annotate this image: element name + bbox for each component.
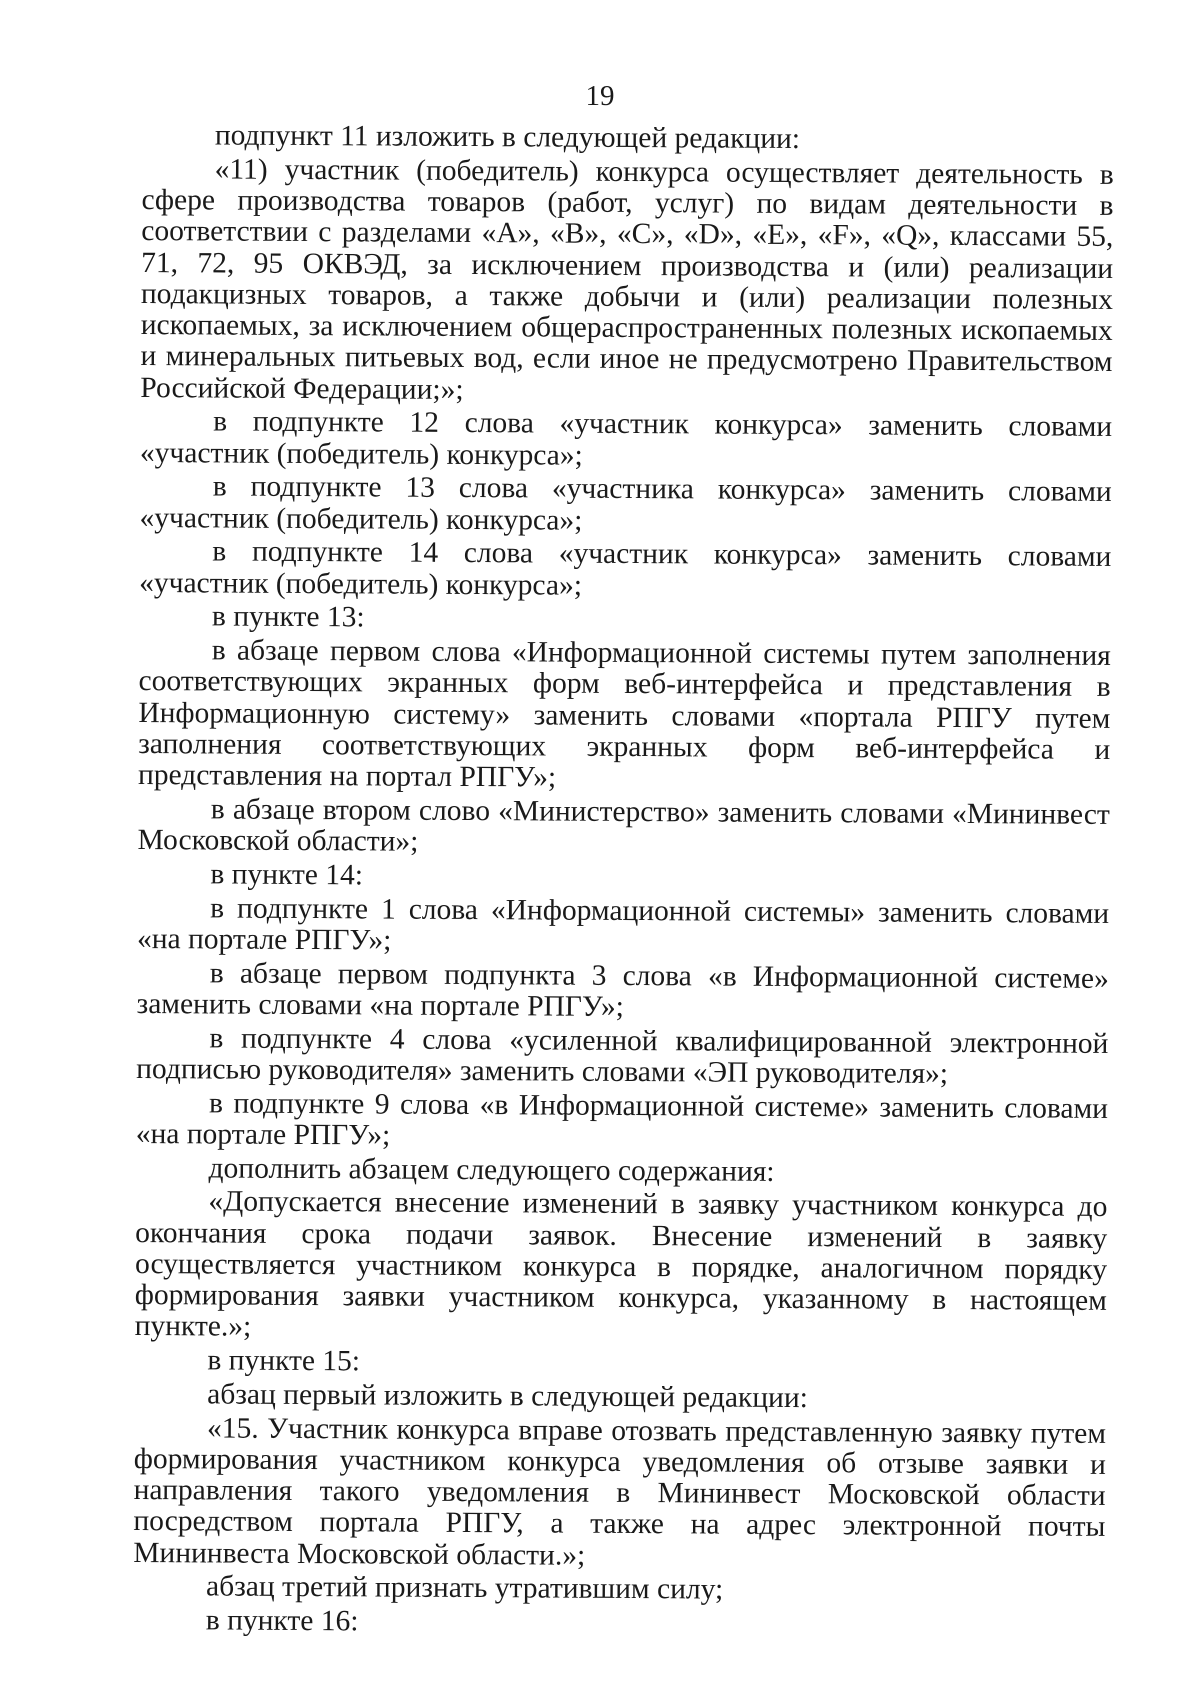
- paragraph: в пункте 16:: [205, 1604, 359, 1638]
- paragraph: в пункте 15:: [207, 1344, 361, 1378]
- paragraph: в подпункте 9 слова «в Информационной системе» заменить словами «на портале РПГУ»;: [135, 1087, 1109, 1152]
- paragraph: в абзаце первом подпункта 3 слова «в Информационной системе» заменить словами «на портале РПГУ»;: [136, 957, 1109, 1023]
- paragraph: абзац третий признать утратившим силу;: [205, 1570, 724, 1606]
- paragraph: абзац первый изложить в следующей редакции:: [207, 1378, 808, 1414]
- paragraph: в пункте 13:: [211, 600, 365, 634]
- paragraph: в подпункте 4 слова «усиленной квалифицированной электронной подписью руководителя» заменить словами «ЭП руководителя»;: [136, 1022, 1109, 1090]
- paragraph: дополнить абзацем следующего содержания:: [208, 1152, 775, 1188]
- paragraph: «11) участник (победитель) конкурса осуществляет деятельность в сфере производства товаров (работ, услуг) по видам деятельности в соответствии с разделами «A», «B», «C», «D», «E», «F», «Q», классами 55, 71, 72, 95 ОКВЭД, за исключением производства и (или) реализации подакцизных товаров, а также добычи и (или) реализации полезных ископаемых, за исключением общераспространенных полезных ископаемых и минеральных питьевых вод, если иное не предусмотрено Правительством Российской Федерации;»;: [140, 153, 1114, 406]
- paragraph: в абзаце втором слово «Министерство» заменить словами «Мининвест Московской области»;: [137, 793, 1110, 858]
- page-number: 19: [585, 80, 615, 112]
- paragraph: «15. Участник конкурса вправе отозвать представленную заявку путем формирования участником конкурса уведомления об отзыве заявки и направления такого уведомления в Мининвест Московской области посредством портала РПГУ, а также на адрес электронной почты Мининвеста Московской области.»;: [133, 1411, 1107, 1572]
- document-body: [133, 120, 1114, 1645]
- paragraph: подпункт 11 изложить в следующей редакции:: [214, 119, 801, 156]
- paragraph: в пункте 14:: [210, 858, 364, 892]
- paragraph: в абзаце первом слова «Информационной системы путем заполнения соответствующих экранных форм веб-интерфейса и представления в Информационную систему» заменить словами «портала РПГУ путем заполнения соответствующих экранных форм веб-интерфейса и представления на портал РПГУ»;: [137, 634, 1111, 794]
- paragraph: в подпункте 13 слова «участника конкурса» заменить словами «участник (победитель) конкурса»;: [139, 470, 1112, 537]
- paragraph: «Допускается внесение изменений в заявку участником конкурса до окончания срока подачи заявок. Внесение изменений в заявку осуществляется участником конкурса в порядке, аналогичном порядку формирования заявки участником конкурса, указанному в настоящем пункте.»;: [134, 1185, 1108, 1344]
- paragraph: в подпункте 1 слова «Информационной системы» заменить словами «на портале РПГУ»;: [136, 892, 1110, 957]
- paragraph: в подпункте 12 слова «участник конкурса» заменить словами «участник (победитель) конкурса»;: [139, 405, 1113, 472]
- paragraph: в подпункте 14 слова «участник конкурса» заменить словами «участник (победитель) конкурса»;: [139, 535, 1112, 602]
